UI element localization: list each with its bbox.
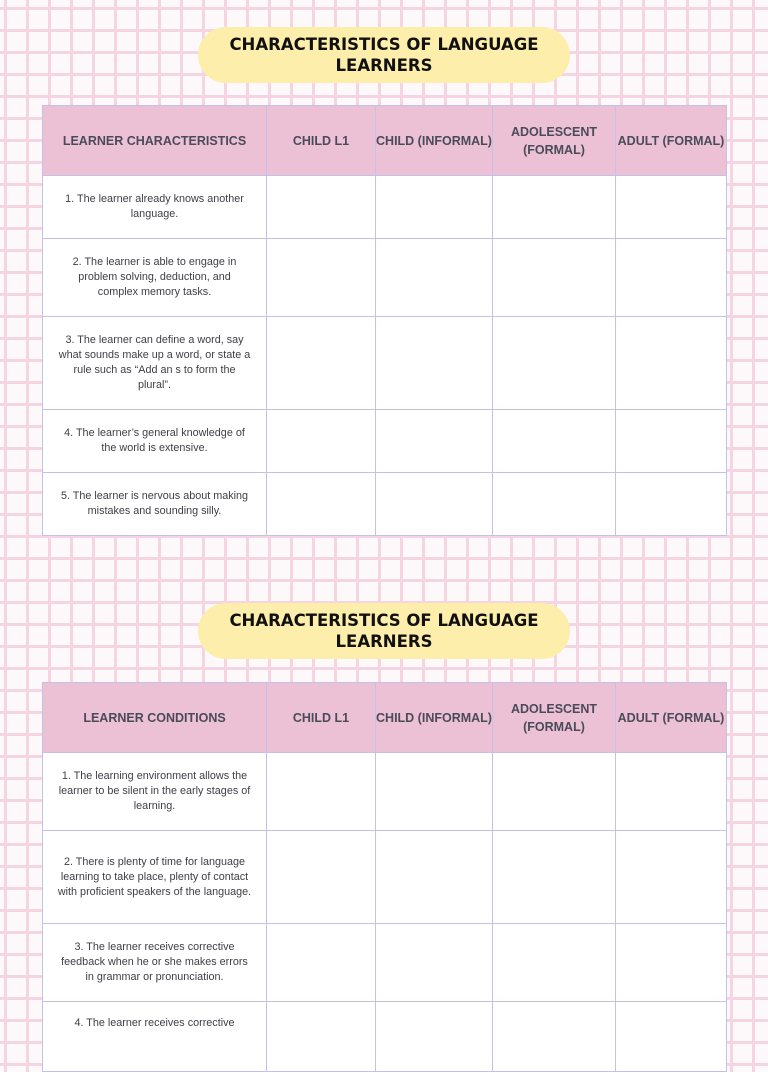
learner-characteristics-table bbox=[42, 105, 727, 536]
column-header-adolescent-formal: ADOLESCENT (FORMAL) bbox=[493, 106, 616, 176]
section-1-title-banner bbox=[198, 27, 570, 83]
table-row bbox=[43, 410, 727, 473]
answer-cell-child-l1[interactable] bbox=[267, 176, 376, 239]
answer-cell-child-informal[interactable] bbox=[376, 410, 493, 473]
answer-cell-adult-formal[interactable] bbox=[616, 831, 727, 924]
row-description: 1. The learner already knows another language. bbox=[43, 176, 267, 239]
column-header-adolescent-formal: ADOLESCENT (FORMAL) bbox=[493, 683, 616, 753]
answer-cell-adult-formal[interactable] bbox=[616, 924, 727, 1002]
answer-cell-adolescent-formal[interactable] bbox=[493, 473, 616, 536]
answer-cell-child-l1[interactable] bbox=[267, 473, 376, 536]
section-1-title: CHARACTERISTICS OF LANGUAGE LEARNERS bbox=[229, 35, 539, 75]
answer-cell-child-informal[interactable] bbox=[376, 753, 493, 831]
answer-cell-child-informal[interactable] bbox=[376, 473, 493, 536]
row-description: 2. There is plenty of time for language learning to take place, plenty of contact with proficient speakers of the language. bbox=[43, 831, 267, 924]
answer-cell-adolescent-formal[interactable] bbox=[493, 924, 616, 1002]
answer-cell-adult-formal[interactable] bbox=[616, 317, 727, 410]
column-header-learner-characteristics: LEARNER CHARACTERISTICS bbox=[43, 106, 267, 176]
table-row bbox=[43, 1002, 727, 1072]
row-description: 4. The learner’s general knowledge of the world is extensive. bbox=[43, 410, 267, 473]
section-2-title-banner bbox=[198, 603, 570, 659]
answer-cell-adolescent-formal[interactable] bbox=[493, 410, 616, 473]
answer-cell-adult-formal[interactable] bbox=[616, 753, 727, 831]
answer-cell-child-informal[interactable] bbox=[376, 176, 493, 239]
table-header-row bbox=[43, 106, 727, 176]
answer-cell-child-informal[interactable] bbox=[376, 924, 493, 1002]
column-header-adult-formal: ADULT (FORMAL) bbox=[616, 106, 727, 176]
table-row bbox=[43, 239, 727, 317]
answer-cell-child-informal[interactable] bbox=[376, 239, 493, 317]
answer-cell-adult-formal[interactable] bbox=[616, 239, 727, 317]
answer-cell-adult-formal[interactable] bbox=[616, 410, 727, 473]
answer-cell-adolescent-formal[interactable] bbox=[493, 317, 616, 410]
answer-cell-adolescent-formal[interactable] bbox=[493, 239, 616, 317]
answer-cell-child-l1[interactable] bbox=[267, 753, 376, 831]
section-2-title: CHARACTERISTICS OF LANGUAGE LEARNERS bbox=[229, 611, 539, 651]
column-header-child-informal: CHILD (INFORMAL) bbox=[376, 106, 493, 176]
answer-cell-adolescent-formal[interactable] bbox=[493, 1002, 616, 1072]
table-row bbox=[43, 317, 727, 410]
answer-cell-adolescent-formal[interactable] bbox=[493, 753, 616, 831]
answer-cell-child-informal[interactable] bbox=[376, 1002, 493, 1072]
answer-cell-child-l1[interactable] bbox=[267, 924, 376, 1002]
column-header-child-l1: CHILD L1 bbox=[267, 683, 376, 753]
table-header-row bbox=[43, 683, 727, 753]
row-description: 1. The learning environment allows the learner to be silent in the early stages of learning. bbox=[43, 753, 267, 831]
table-row bbox=[43, 831, 727, 924]
answer-cell-child-l1[interactable] bbox=[267, 831, 376, 924]
answer-cell-child-l1[interactable] bbox=[267, 317, 376, 410]
table-row bbox=[43, 753, 727, 831]
answer-cell-child-informal[interactable] bbox=[376, 831, 493, 924]
answer-cell-child-informal[interactable] bbox=[376, 317, 493, 410]
table-row bbox=[43, 924, 727, 1002]
table-row bbox=[43, 176, 727, 239]
row-description: 5. The learner is nervous about making mistakes and sounding silly. bbox=[43, 473, 267, 536]
answer-cell-adult-formal[interactable] bbox=[616, 1002, 727, 1072]
answer-cell-child-l1[interactable] bbox=[267, 1002, 376, 1072]
answer-cell-adolescent-formal[interactable] bbox=[493, 176, 616, 239]
answer-cell-adolescent-formal[interactable] bbox=[493, 831, 616, 924]
table-row bbox=[43, 473, 727, 536]
answer-cell-adult-formal[interactable] bbox=[616, 473, 727, 536]
row-description: 4. The learner receives corrective bbox=[43, 1002, 267, 1072]
answer-cell-adult-formal[interactable] bbox=[616, 176, 727, 239]
column-header-adult-formal: ADULT (FORMAL) bbox=[616, 683, 727, 753]
answer-cell-child-l1[interactable] bbox=[267, 410, 376, 473]
learner-conditions-table bbox=[42, 682, 727, 1072]
row-description: 3. The learner receives corrective feedback when he or she makes errors in grammar or pronunciation. bbox=[43, 924, 267, 1002]
column-header-child-l1: CHILD L1 bbox=[267, 106, 376, 176]
row-description: 3. The learner can define a word, say what sounds make up a word, or state a rule such as “Add an s to form the plural”. bbox=[43, 317, 267, 410]
answer-cell-child-l1[interactable] bbox=[267, 239, 376, 317]
column-header-learner-conditions: LEARNER CONDITIONS bbox=[43, 683, 267, 753]
row-description: 2. The learner is able to engage in problem solving, deduction, and complex memory tasks. bbox=[43, 239, 267, 317]
column-header-child-informal: CHILD (INFORMAL) bbox=[376, 683, 493, 753]
